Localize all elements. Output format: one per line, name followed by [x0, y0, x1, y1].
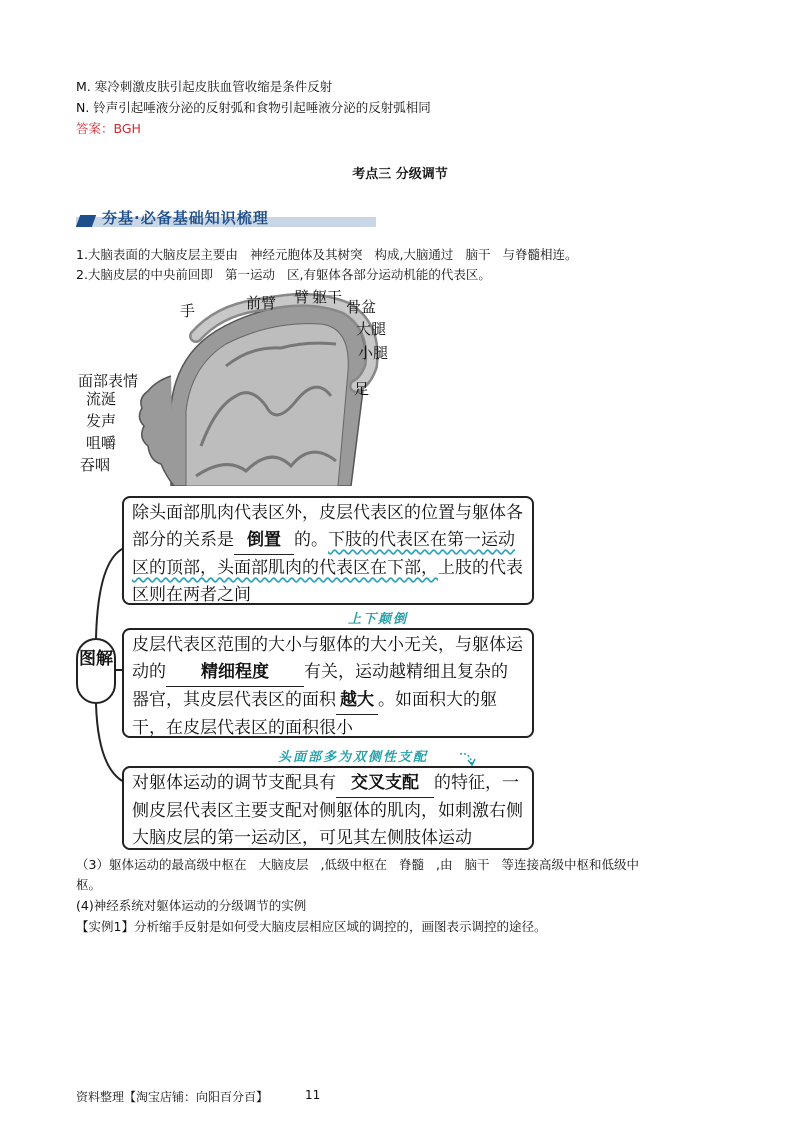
- box1-text-1: 除头面部肌肉代表区外，皮层代表区的位置与躯体各部分的关系是: [132, 503, 523, 550]
- label-forearm: 前臂: [246, 294, 277, 312]
- note-arrow-icon: [458, 742, 480, 766]
- explanation-box-1: [122, 496, 534, 605]
- box1-fill: 倒置: [234, 527, 294, 555]
- p1-fill-b: 神经元胞体及其树突: [249, 247, 363, 262]
- label-thigh: 大腿: [356, 320, 387, 338]
- box3-text-2: 的特征，一侧皮层代表区主要支配对侧躯体的肌肉，如刺激右侧大脑皮层的第一运动区，可见其左侧肢体运动: [132, 773, 523, 848]
- p3-fill-b: 大脑皮层: [258, 857, 309, 872]
- p3-text-g: 等连接高级中枢和低级中: [501, 857, 639, 872]
- box1-text-2: 的。: [294, 530, 328, 550]
- p2-fill-b: 第一运动: [224, 267, 275, 282]
- paragraph-5: 【实例1】分析缩手反射是如何受大脑皮层相应区域的调控的，画图表示调控的途径。: [76, 919, 547, 934]
- box2-fill-2: 越大: [336, 687, 378, 715]
- p3-fill-f: 脑干: [464, 857, 490, 872]
- paragraph-4: (4)神经系统对躯体运动的分级调节的实例: [76, 898, 307, 913]
- paragraph-3-cont: 枢。: [76, 877, 102, 892]
- paragraph-2: [76, 266, 491, 284]
- explanation-box-2: [122, 628, 534, 738]
- box2-text-2: 有关，运动越精细且复杂的器官，其皮层代表区的面积: [132, 662, 508, 710]
- section-banner: [76, 205, 316, 233]
- p1-text-a: 1.大脑表面的大脑皮层主要由: [76, 247, 238, 262]
- diagram-label: 图解: [76, 638, 116, 704]
- label-voice: 发声: [86, 412, 117, 430]
- label-pelvis: 骨盆: [346, 298, 377, 316]
- footer-source: 资料整理【淘宝店铺：向阳百分百】: [76, 1090, 269, 1104]
- page-number: 11: [305, 1088, 321, 1102]
- paragraph-1: [76, 246, 577, 264]
- option-n: N. 铃声引起唾液分泌的反射弧和食物引起唾液分泌的反射弧相同: [76, 100, 431, 115]
- box3-fill: 交叉支配: [336, 770, 434, 798]
- note-bilateral: 头面部多为双侧性支配: [278, 750, 429, 765]
- box1-text-3: 上肢的代表区则在两者之间: [132, 558, 523, 605]
- label-calf: 小腿: [358, 344, 389, 362]
- section-title: 考点三 分级调节: [352, 167, 448, 182]
- label-hand: 手: [180, 302, 196, 320]
- box2-text-1: 皮层代表区范围的大小与躯体的大小无关，与躯体运动的: [132, 635, 523, 682]
- p2-text-a: 2.大脑皮层的中央前回即: [76, 267, 213, 282]
- label-chew: 咀嚼: [86, 434, 117, 452]
- p2-text-c: 区,有躯体各部分运动机能的代表区。: [286, 267, 491, 282]
- box2-text-3: 。如面积大的躯干，在皮层代表区的面积很小: [132, 690, 497, 738]
- label-foot: 足: [354, 380, 370, 398]
- box1-wavy: 下肢的代表区在第一运动区的顶部，头面部肌肉的代表区在下部，: [132, 530, 515, 578]
- label-trunk: 躯干: [312, 288, 343, 306]
- box3-text-1: 对躯体运动的调节支配具有: [132, 773, 336, 793]
- p1-fill-d: 脑干: [465, 247, 491, 262]
- explanation-box-3: [122, 766, 534, 850]
- answer: 答案：BGH: [76, 121, 141, 136]
- banner-text: 夯基·必备基础知识梳理: [102, 209, 269, 227]
- p3-text-a: （3）躯体运动的最高级中枢在: [76, 857, 247, 872]
- paragraph-3: [76, 856, 639, 874]
- label-face: 面部表情: [78, 372, 139, 390]
- p3-text-e: ,由: [435, 857, 453, 872]
- label-swallow: 吞咽: [80, 456, 111, 474]
- option-m: M. 寒冷刺激皮肤引起皮肤血管收缩是条件反射: [76, 79, 333, 94]
- p1-text-e: 与脊髓相连。: [502, 247, 578, 262]
- p1-text-c: 构成,大脑通过: [374, 247, 454, 262]
- note-upside-down: 上下颠倒: [348, 612, 409, 627]
- label-arm: 臂: [294, 288, 310, 306]
- label-saliva: 流涎: [86, 390, 117, 408]
- p3-fill-d: 脊髓: [398, 857, 424, 872]
- box2-fill-1: 精细程度: [166, 659, 304, 687]
- p3-text-c: ,低级中枢在: [320, 857, 387, 872]
